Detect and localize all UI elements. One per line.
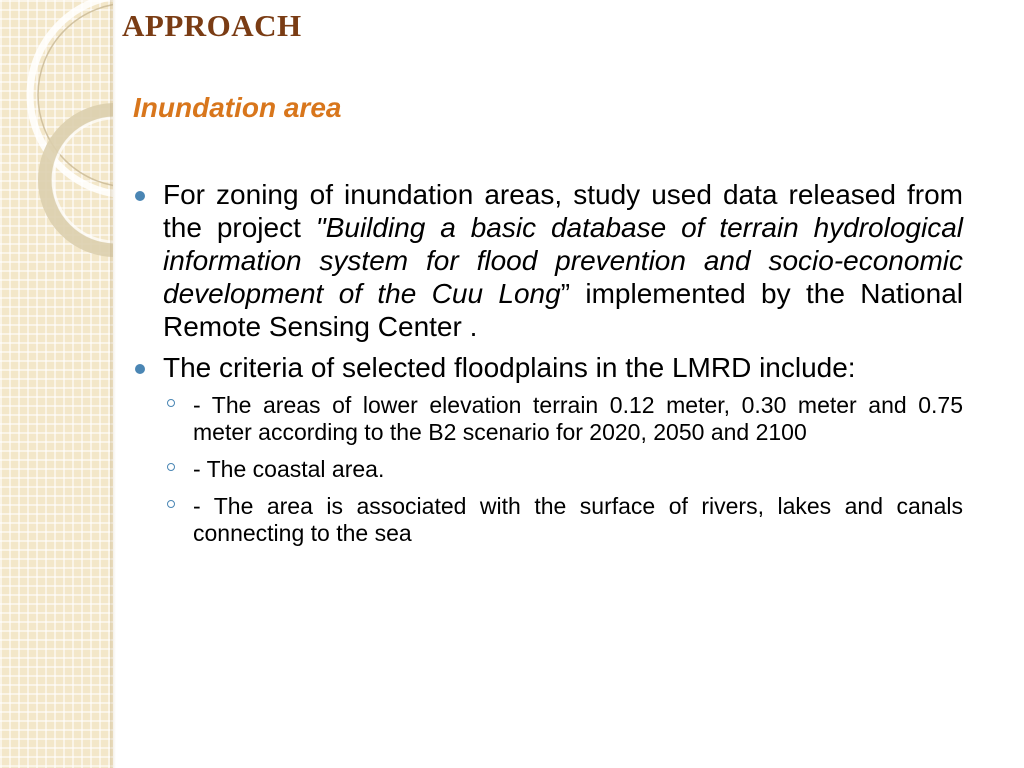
bullet-item-2: [133, 351, 963, 384]
sub-bullet-2-text: - The coastal area.: [193, 456, 385, 482]
sub-bullet-item-3: [133, 493, 963, 547]
slide-title: APPROACH: [122, 8, 302, 43]
sub-bullet-3-text: - The area is associated with the surface of rivers, lakes and canals connecting to the sea: [193, 493, 963, 546]
sidebar-edge-shadow: [110, 0, 116, 768]
sub-bullet-1-text: - The areas of lower elevation terrain 0.12 meter, 0.30 meter and 0.75 meter according to the B2 scenario for 2020, 2050 and 2100: [193, 392, 963, 445]
bullet-dot-icon: [135, 191, 145, 201]
sub-bullet-item-1: [133, 392, 963, 446]
slide-subtitle: Inundation area: [133, 92, 342, 123]
bullet-item-1: [133, 178, 963, 343]
project-name-italic: "Building a basic database of terrain hydrological information system for flood prevention and socio-economic development of the Cuu Long: [163, 212, 963, 309]
ring-bullet-icon: [167, 463, 175, 471]
slide-content: [133, 178, 963, 557]
decorative-sidebar: [0, 0, 113, 768]
bullet-2-text: The criteria of selected floodplains in the LMRD include:: [163, 352, 856, 383]
bullet-dot-icon: [135, 364, 145, 374]
decorative-circles: [0, 0, 113, 768]
sub-bullet-item-2: [133, 456, 963, 483]
ring-bullet-icon: [167, 399, 175, 407]
bullet-1-text-end: ” implemented by the National Remote Sensing Center .: [163, 278, 963, 342]
bullet-1-text: For zoning of inundation areas, study used data released from the project: [163, 179, 963, 243]
ring-bullet-icon: [167, 500, 175, 508]
